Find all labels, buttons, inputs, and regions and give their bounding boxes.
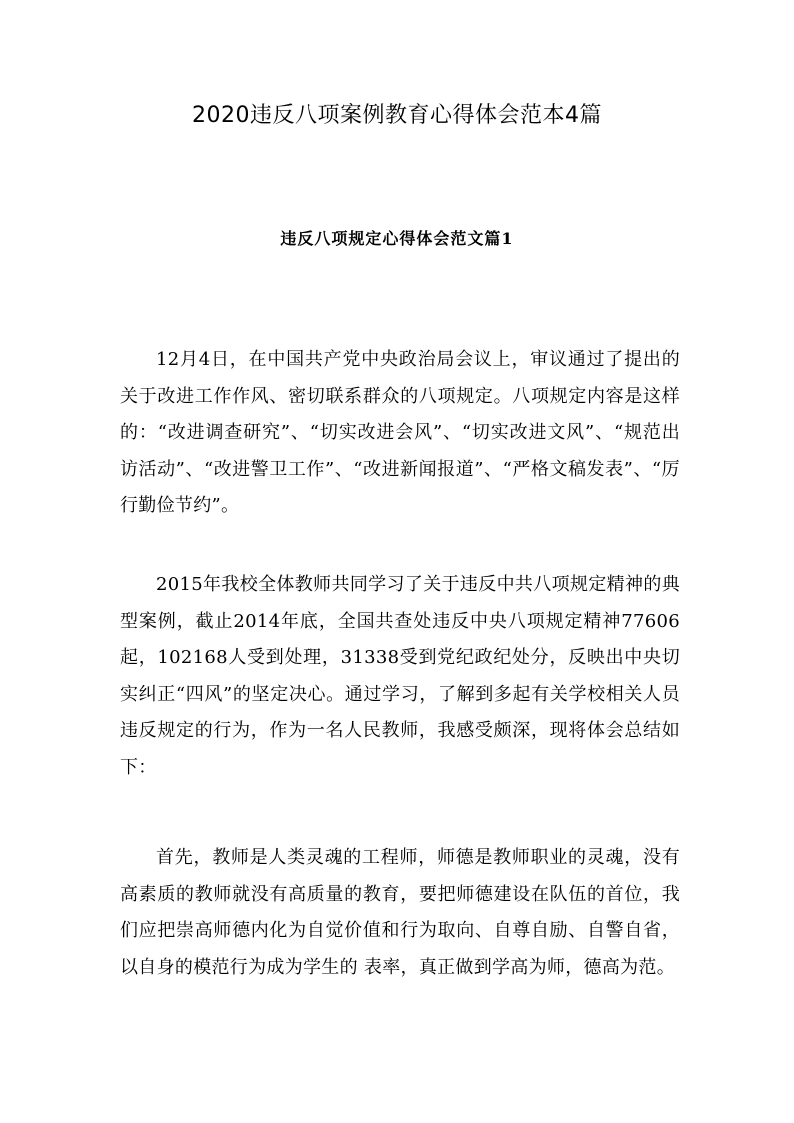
paragraph-2-block	[120, 567, 680, 786]
paragraph-1-block	[120, 342, 680, 525]
paragraph-3-block	[120, 840, 680, 986]
paragraph-1: 12月4日，在中国共产党中央政治局会议上，审议通过了提出的关于改进工作作风、密切联系群众的八项规定。八项规定内容是这样的：“改进调查研究”、“切实改进会风”、“切实改进文风”、“规范出访活动”、“改进警卫工作”、“改进新闻报道”、“严格文稿发表”、“厉行勤俭节约”。	[120, 349, 680, 516]
section-title: 违反八项规定心得体会范文篇1	[280, 229, 514, 248]
paragraph-3: 首先，教师是人类灵魂的工程师，师德是教师职业的灵魂，没有高素质的教师就没有高质量的教育，要把师德建设在队伍的首位，我们应把崇高师德内化为自觉价值和行为取向、自尊自励、自警自省，以自身的模范行为成为学生的 表率，真正做到学高为师，德高为范。	[120, 847, 680, 978]
paragraph-2: 2015年我校全体教师共同学习了关于违反中共八项规定精神的典型案例，截止2014年底，全国共查处违反中央八项规定精神77606起，102168人受到处理，31338受到党纪政纪处分，反映出中央切实纠正“四风”的坚定决心。通过学习，了解到多起有关学校相关人员违反规定的行为，作为一名人民教师，我感受颇深，现将体会总结如下：	[120, 574, 680, 778]
document-title: 2020违反八项案例教育心得体会范本4篇	[192, 103, 602, 128]
